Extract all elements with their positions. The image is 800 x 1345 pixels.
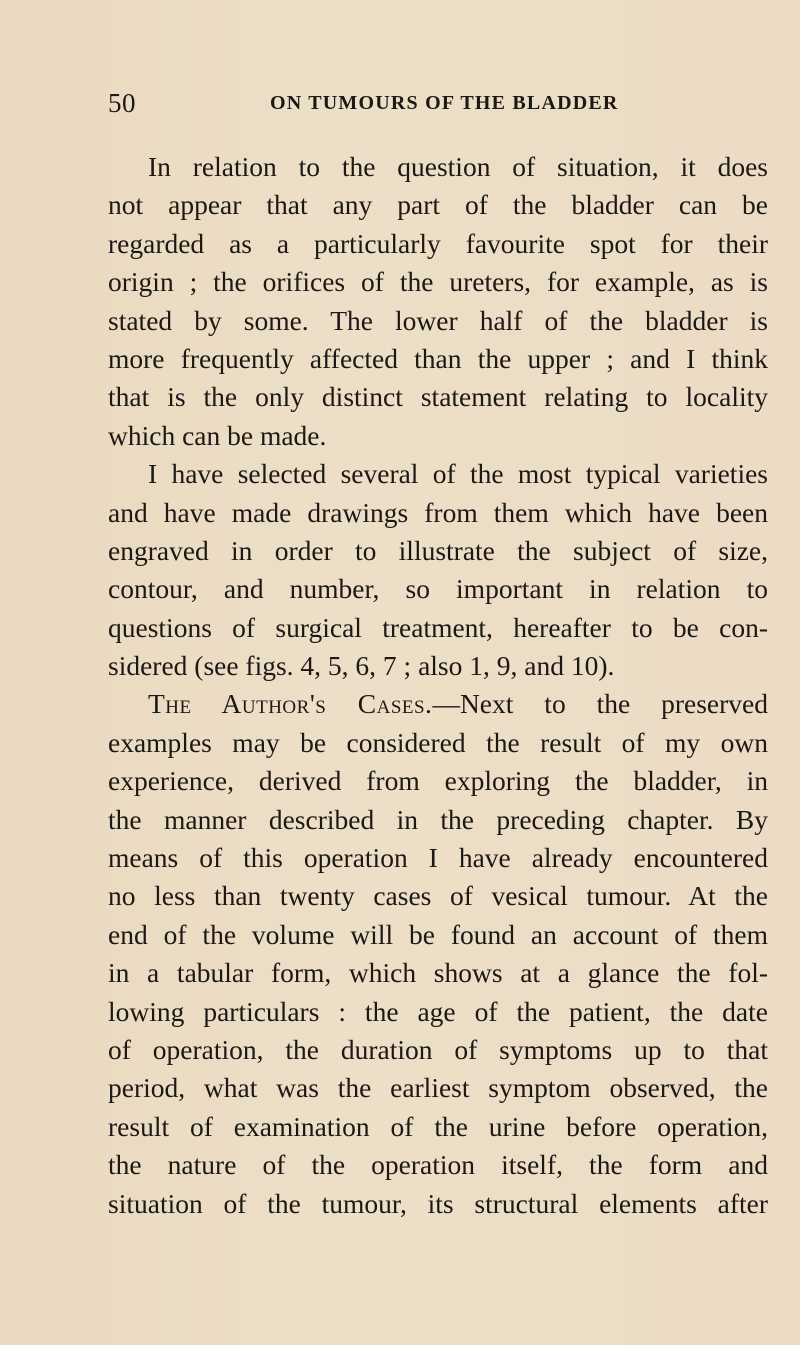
text-line: in a tabular form, which shows at a glance the fol-: [108, 957, 768, 989]
text-line: result of examination of the urine before operation,: [108, 1110, 768, 1142]
text-line: no less than twenty cases of vesical tumour. At the: [108, 880, 768, 912]
text-line: situation of the tumour, its structural elements after: [108, 1187, 768, 1219]
text-line: contour, and number, so important in relation to: [108, 573, 768, 605]
body-text: [108, 148, 768, 1223]
text-fragment: —Next to the preserved: [432, 688, 768, 720]
page-number: 50: [108, 88, 136, 118]
text-line: origin ; the orifices of the ureters, for example, as is: [108, 266, 768, 298]
text-line: I have selected several of the most typical varieties: [148, 458, 768, 490]
text-line: that is the only distinct statement relating to locality: [108, 381, 768, 413]
text-line: engraved in order to illustrate the subject of size,: [108, 534, 768, 566]
text-line: period, what was the earliest symptom observed, the: [108, 1072, 768, 1104]
text-line: which can be made.: [108, 419, 327, 451]
text-line: lowing particulars : the age of the patient, the date: [108, 995, 768, 1027]
text-line: sidered (see figs. 4, 5, 6, 7 ; also 1, 9, and 10).: [108, 650, 615, 682]
text-line: end of the volume will be found an account of them: [108, 918, 768, 950]
text-line: questions of surgical treatment, hereafter to be con-: [108, 611, 768, 643]
running-title: ON TUMOURS OF THE BLADDER: [270, 92, 619, 114]
text-line: of operation, the duration of symptoms up to that: [108, 1033, 768, 1065]
text-line: regarded as a particularly favourite spot for their: [108, 227, 768, 259]
text-line: and have made drawings from them which have been: [108, 496, 768, 528]
text-line: the manner described in the preceding chapter. By: [108, 803, 768, 835]
text-line: In relation to the question of situation, it does: [148, 151, 768, 182]
text-line: stated by some. The lower half of the bladder is: [108, 304, 768, 336]
section-heading: The Author's Cases.: [148, 688, 433, 720]
text-line: means of this operation I have already encountered: [108, 842, 768, 874]
text-line: more frequently affected than the upper ; and I think: [108, 342, 768, 374]
text-line: the nature of the operation itself, the form and: [108, 1149, 768, 1181]
text-line: examples may be considered the result of my own: [108, 726, 768, 758]
running-head: [108, 88, 768, 118]
text-line: not appear that any part of the bladder can be: [108, 189, 768, 221]
text-line-with-heading: [108, 685, 768, 723]
text-line: experience, derived from exploring the bladder, in: [108, 765, 768, 797]
